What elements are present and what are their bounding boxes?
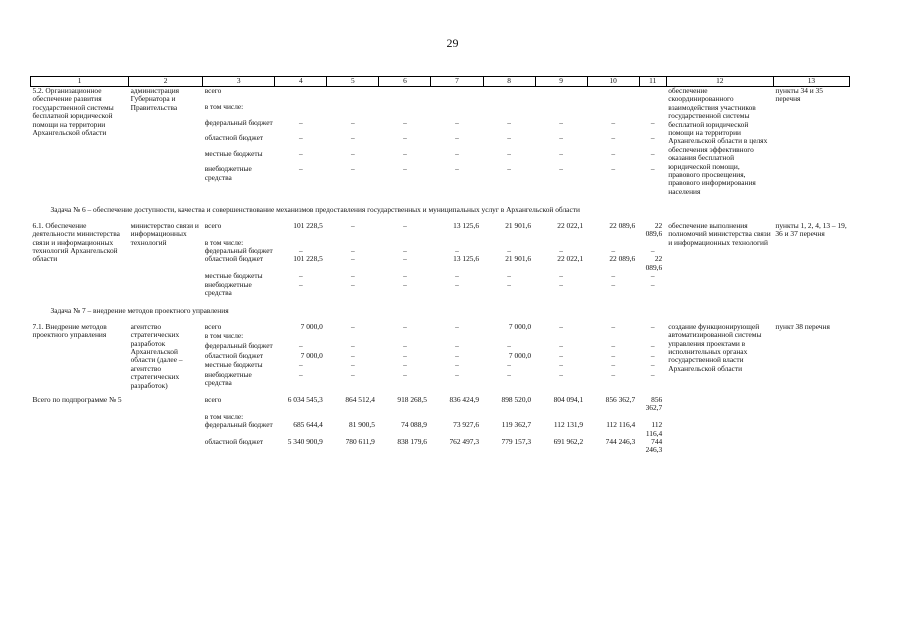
expected-result (666, 396, 773, 455)
funding-source: местные бюджеты (204, 271, 263, 281)
amount-cell: – (507, 245, 511, 255)
funding-source: федеральный бюджет (204, 420, 273, 430)
amount-cell: – (507, 360, 511, 370)
column-number: 8 (483, 77, 535, 87)
amount-cell (587, 87, 639, 103)
column-number: 4 (275, 77, 327, 87)
amount-cell: – (559, 148, 563, 158)
amount-cell: – (351, 369, 355, 379)
amount-cell: 918 268,5 (397, 395, 427, 404)
amount-cell: – (507, 164, 511, 174)
amount-cell: – (611, 350, 616, 360)
amount-cell: – (455, 133, 459, 143)
amount-cell: – (298, 245, 303, 255)
amount-cell (379, 87, 431, 103)
amount-cell: 13 125,6 (453, 220, 480, 230)
funding-source: федеральный бюджет (204, 245, 273, 255)
table-row (31, 323, 850, 333)
amount-cell: 112 131,9 (553, 420, 584, 430)
amount-cell: 73 927,6 (453, 420, 480, 430)
amount-cell: – (403, 117, 407, 127)
amount-cell: – (403, 321, 407, 331)
table-row (31, 87, 850, 103)
amount-cell: – (507, 279, 511, 289)
amount-cell: 101 228,5 (293, 220, 323, 230)
amount-cell: – (351, 245, 355, 255)
amount-cell: – (403, 279, 407, 289)
amount-cell (639, 103, 666, 119)
amount-cell (587, 103, 639, 119)
amount-cell (275, 87, 327, 103)
amount-cell: 21 901,6 (505, 220, 532, 230)
indicator-reference (773, 396, 849, 455)
column-number: 13 (773, 77, 849, 87)
amount-cell: – (403, 220, 407, 230)
amount-cell: 685 644,4 (293, 420, 323, 430)
measure-name: Всего по подпрограмме № 5 (32, 395, 122, 404)
funding-source: областной бюджет (204, 254, 264, 264)
amount-cell: 836 424,9 (449, 395, 480, 404)
amount-cell: – (559, 271, 563, 281)
amount-cell: – (455, 279, 459, 289)
funding-source: местные бюджеты (204, 148, 263, 158)
funding-source: федеральный бюджет (204, 340, 273, 350)
funding-source: областной бюджет (204, 437, 264, 447)
amount-cell (327, 103, 379, 119)
amount-cell: 22 089,6 (645, 220, 663, 239)
amount-cell: – (650, 321, 655, 331)
amount-cell: 691 962,2 (553, 437, 584, 447)
amount-cell: 7 000,0 (508, 321, 532, 331)
executor: администрация Губернатора и Правительства (130, 86, 180, 112)
amount-cell: – (351, 254, 355, 264)
measure-name: 5.2. Организационное обеспечение развития государственной системы бесплатной юридической помощи на территории Архангельской области (32, 86, 114, 138)
amount-cell: – (351, 220, 355, 230)
amount-cell: – (351, 360, 355, 370)
amount-cell (431, 87, 483, 103)
amount-cell: – (507, 340, 511, 350)
amount-cell: – (298, 360, 303, 370)
amount-cell: – (455, 360, 459, 370)
expected-result: создание функционирующей автоматизированной системы управления проектами в исполнительных органах государственной власти Архангельской области (668, 321, 762, 373)
amount-cell: 856 362,7 (645, 395, 663, 413)
amount-cell: 7 000,0 (508, 350, 532, 360)
amount-cell (639, 87, 666, 103)
amount-cell: 780 611,9 (345, 437, 375, 447)
funding-source: областной бюджет (204, 133, 264, 143)
amount-cell: – (403, 245, 407, 255)
amount-cell: – (455, 340, 459, 350)
amount-cell: – (298, 340, 303, 350)
executor (129, 396, 203, 455)
amount-cell: – (559, 245, 563, 255)
amount-cell: – (351, 164, 355, 174)
amount-cell: – (611, 148, 616, 158)
amount-cell (379, 103, 431, 119)
measure-name: 6.1. Обеспечение деятельности министерства связи и информационных технологий Архангельской области (32, 220, 120, 264)
amount-cell: 81 900,5 (349, 420, 375, 430)
amount-cell: – (650, 279, 655, 289)
amount-cell: – (559, 164, 563, 174)
amount-cell (535, 103, 587, 119)
amount-cell: 856 362,7 (605, 395, 636, 404)
amount-cell: – (507, 148, 511, 158)
amount-cell: – (403, 369, 407, 379)
amount-cell: – (559, 279, 563, 289)
amount-cell: – (611, 321, 616, 331)
amount-cell: – (559, 369, 563, 379)
amount-cell: – (298, 117, 303, 127)
amount-cell (483, 87, 535, 103)
funding-source: в том числе: (204, 411, 244, 421)
funding-source: внебюджетные средства (204, 369, 252, 388)
amount-cell: – (351, 271, 355, 281)
amount-cell: 101 228,5 (293, 254, 323, 264)
amount-cell: – (298, 271, 303, 281)
amount-cell: – (351, 148, 355, 158)
executor: министерство связи и информационных технологий (130, 220, 199, 247)
amount-cell: – (403, 340, 407, 350)
amount-cell: – (455, 148, 459, 158)
column-number: 10 (587, 77, 639, 87)
amount-cell: 864 512,4 (345, 395, 375, 404)
column-number: 9 (535, 77, 587, 87)
task-heading: Задача № 7 – внедрение методов проектного управления (50, 306, 229, 316)
executor: агентство стратегических разработок Архангельской области (далее – агентство стратегических разработок) (130, 321, 183, 390)
amount-cell: 744 246,3 (645, 437, 663, 455)
page-number: 29 (446, 36, 459, 50)
amount-cell: – (611, 340, 616, 350)
amount-cell: – (650, 360, 655, 370)
table-row (31, 396, 850, 413)
amount-cell: – (351, 279, 355, 289)
amount-cell: 22 089,6 (609, 220, 636, 230)
amount-cell: – (650, 148, 655, 158)
amount-cell: – (351, 321, 355, 331)
amount-cell (327, 87, 379, 103)
column-number: 3 (203, 77, 275, 87)
funding-source: внебюджетные средства (204, 279, 252, 297)
column-number: 1 (31, 77, 129, 87)
funding-source: местные бюджеты (204, 360, 263, 370)
indicator-reference: пункты 1, 2, 4, 13 – 19, 36 и 37 перечня (775, 220, 847, 239)
funding-source: в том числе: (204, 237, 244, 247)
amount-cell: 22 089,6 (645, 254, 663, 272)
amount-cell: 21 901,6 (505, 254, 532, 264)
amount-cell: – (298, 164, 303, 174)
amount-cell: – (298, 279, 303, 289)
funding-source: всего (204, 321, 222, 331)
amount-cell: 744 246,3 (605, 437, 636, 447)
amount-cell: – (611, 245, 616, 255)
column-number: 7 (431, 77, 483, 87)
funding-source: в том числе: (204, 331, 244, 341)
amount-cell: – (403, 350, 407, 360)
funding-source: федеральный бюджет (204, 117, 273, 127)
amount-cell: 22 022,1 (557, 254, 584, 264)
amount-cell: – (403, 360, 407, 370)
amount-cell (535, 87, 587, 103)
amount-cell: – (611, 279, 616, 289)
task-row (31, 297, 850, 322)
amount-cell: 898 520,0 (501, 395, 532, 404)
column-number: 11 (639, 77, 666, 87)
table-row (31, 222, 850, 239)
amount-cell: – (650, 245, 655, 255)
amount-cell: – (611, 271, 616, 281)
column-number-row (31, 77, 850, 87)
amount-cell: – (351, 133, 355, 143)
indicator-reference: пункт 38 перечня (775, 321, 830, 331)
amount-cell: – (455, 117, 459, 127)
amount-cell: 804 094,1 (553, 395, 584, 404)
amount-cell: – (403, 164, 407, 174)
amount-cell: – (559, 340, 563, 350)
amount-cell: – (455, 350, 459, 360)
amount-cell: – (298, 369, 303, 379)
amount-cell: – (650, 117, 655, 127)
amount-cell: 762 497,3 (449, 437, 480, 447)
amount-cell: 74 088,9 (401, 420, 427, 430)
amount-cell: 779 157,3 (501, 437, 532, 447)
amount-cell: – (351, 117, 355, 127)
amount-cell: – (559, 117, 563, 127)
amount-cell: 22 089,6 (609, 254, 636, 264)
amount-cell: – (455, 164, 459, 174)
amount-cell: – (507, 117, 511, 127)
amount-cell: – (507, 271, 511, 281)
amount-cell: – (298, 148, 303, 158)
funding-source: всего (204, 220, 222, 230)
task-row (31, 196, 850, 221)
amount-cell: 13 125,6 (453, 254, 480, 264)
amount-cell: – (298, 133, 303, 143)
table-body (31, 77, 850, 455)
funding-source: внебюджетные средства (204, 164, 252, 182)
amount-cell: 112 116,4 (606, 420, 636, 430)
column-number: 2 (129, 77, 203, 87)
funding-source: в том числе: (204, 101, 244, 111)
column-number: 6 (379, 77, 431, 87)
amount-cell: – (455, 369, 459, 379)
column-number: 5 (327, 77, 379, 87)
amount-cell: – (650, 350, 655, 360)
amount-cell: – (455, 271, 459, 281)
amount-cell: – (559, 360, 563, 370)
amount-cell: – (559, 133, 563, 143)
funding-source: всего (204, 86, 222, 95)
expected-result: обеспечение скоординированного взаимодействия участников государственной системы бесплатной юридической помощи на территории Архангельской области в целях обеспечения эффективного оказания бесплатной юридической помощи, правового просвещения, правового информирования населения (668, 86, 768, 196)
funding-source: областной бюджет (204, 350, 264, 360)
amount-cell: – (455, 321, 459, 331)
amount-cell: 6 034 545,3 (287, 395, 323, 404)
task-heading: Задача № 6 – обеспечение доступности, качества и совершенствование механизмов предоставления государственных и муниципальных услуг в Архангельской области (50, 205, 580, 215)
amount-cell (483, 103, 535, 119)
amount-cell: – (403, 254, 407, 264)
indicator-reference: пункты 34 и 35 перечня (775, 86, 823, 104)
amount-cell: – (611, 360, 616, 370)
amount-cell: – (611, 164, 616, 174)
amount-cell: – (351, 340, 355, 350)
amount-cell: 7 000,0 (300, 350, 323, 360)
amount-cell: – (650, 164, 655, 174)
column-number: 12 (666, 77, 773, 87)
amount-cell: – (611, 117, 616, 127)
amount-cell: – (559, 321, 563, 331)
expected-result: обеспечение выполнения полномочий министерства связи и информационных технологий (668, 220, 771, 247)
amount-cell: – (611, 369, 616, 379)
amount-cell: 7 000,0 (300, 321, 323, 331)
amount-cell: – (507, 369, 511, 379)
amount-cell: – (611, 133, 616, 143)
amount-cell: – (650, 133, 655, 143)
amount-cell: 22 022,1 (557, 220, 584, 230)
amount-cell: – (650, 340, 655, 350)
amount-cell: – (650, 271, 655, 281)
measure-name: 7.1. Внедрение методов проектного управления (32, 321, 107, 340)
amount-cell: – (403, 133, 407, 143)
amount-cell: – (403, 148, 407, 158)
amount-cell: 5 340 900,9 (287, 437, 323, 447)
amount-cell: 119 362,7 (501, 420, 532, 430)
amount-cell: – (507, 133, 511, 143)
amount-cell: – (650, 369, 655, 379)
funding-source: всего (204, 395, 222, 404)
amount-cell: 112 116,4 (645, 420, 663, 438)
amount-cell: – (351, 350, 355, 360)
amount-cell (431, 103, 483, 119)
amount-cell (275, 103, 327, 119)
amount-cell: 838 179,6 (397, 437, 427, 447)
program-table (30, 76, 850, 455)
amount-cell: – (559, 350, 563, 360)
amount-cell: – (455, 245, 459, 255)
amount-cell: – (403, 271, 407, 281)
